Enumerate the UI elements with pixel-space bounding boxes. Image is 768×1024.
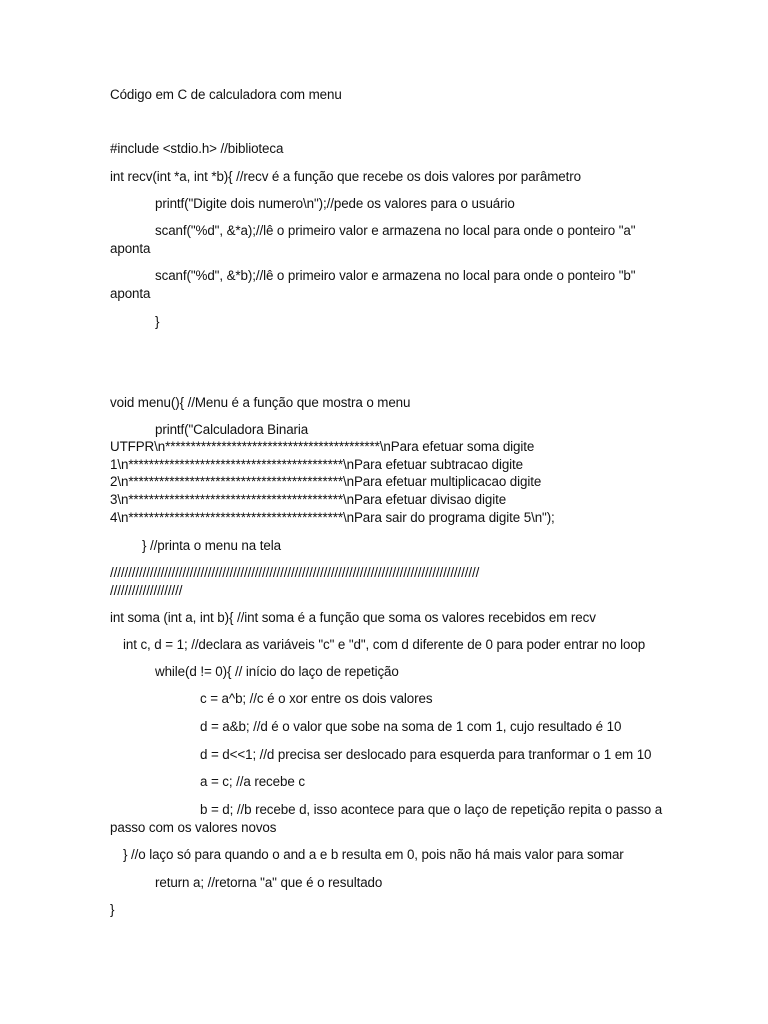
code-line: passo com os valores novos bbox=[110, 820, 277, 835]
code-line: d = a&b; //d é o valor que sobe na soma de 1 com 1, cujo resultado é 10 bbox=[200, 719, 622, 734]
separator-line: //////////////////// bbox=[110, 583, 183, 598]
code-line: int c, d = 1; //declara as variáveis "c" e "d", com d diferente de 0 para poder entrar no loop bbox=[123, 637, 646, 652]
code-line: printf("Calculadora Binaria bbox=[155, 422, 309, 437]
code-line: aponta bbox=[110, 286, 151, 301]
code-line: scanf("%d", &*b);//lê o primeiro valor e armazena no local para onde o ponteiro "b" bbox=[155, 268, 636, 283]
code-line: 4\n******************************************\nPara sair do programa digite 5\n"); bbox=[110, 510, 555, 525]
code-line: scanf("%d", &*a);//lê o primeiro valor e armazena no local para onde o ponteiro "a" bbox=[155, 223, 636, 238]
code-line: aponta bbox=[110, 241, 151, 256]
code-line: d = d<<1; //d precisa ser deslocado para esquerda para tranformar o 1 em 10 bbox=[200, 747, 652, 762]
code-line: while(d != 0){ // início do laço de repetição bbox=[155, 664, 399, 679]
code-line: #include <stdio.h> //biblioteca bbox=[110, 141, 284, 156]
code-line: return a; //retorna "a" que é o resultado bbox=[155, 875, 383, 890]
code-line: UTFPR\n******************************************\nPara efetuar soma digite bbox=[110, 439, 535, 454]
code-line: int recv(int *a, int *b){ //recv é a função que recebe os dois valores por parâmetro bbox=[110, 169, 581, 184]
separator-line: ////////////////////////////////////////////////////////////////////////////////////////////////////// bbox=[110, 565, 480, 580]
code-line: 1\n******************************************\nPara efetuar subtracao digite bbox=[110, 457, 524, 472]
code-line: b = d; //b recebe d, isso acontece para que o laço de repetição repita o passo a bbox=[200, 802, 663, 817]
code-line: } //printa o menu na tela bbox=[142, 538, 281, 553]
code-line: } //o laço só para quando o and a e b resulta em 0, pois não há mais valor para somar bbox=[123, 847, 624, 862]
code-line: int soma (int a, int b){ //int soma é a função que soma os valores recebidos em recv bbox=[110, 610, 596, 625]
code-line: a = c; //a recebe c bbox=[200, 774, 305, 789]
code-line: 3\n******************************************\nPara efetuar divisao digite bbox=[110, 492, 507, 507]
code-line: } bbox=[110, 902, 115, 917]
document-title: Código em C de calculadora com menu bbox=[110, 87, 342, 102]
code-line: printf("Digite dois numero\n");//pede os valores para o usuário bbox=[155, 196, 515, 211]
code-line: 2\n******************************************\nPara efetuar multiplicacao digite bbox=[110, 474, 542, 489]
code-line: c = a^b; //c é o xor entre os dois valores bbox=[200, 691, 433, 706]
code-line: void menu(){ //Menu é a função que mostra o menu bbox=[110, 395, 411, 410]
code-line: } bbox=[155, 314, 160, 329]
